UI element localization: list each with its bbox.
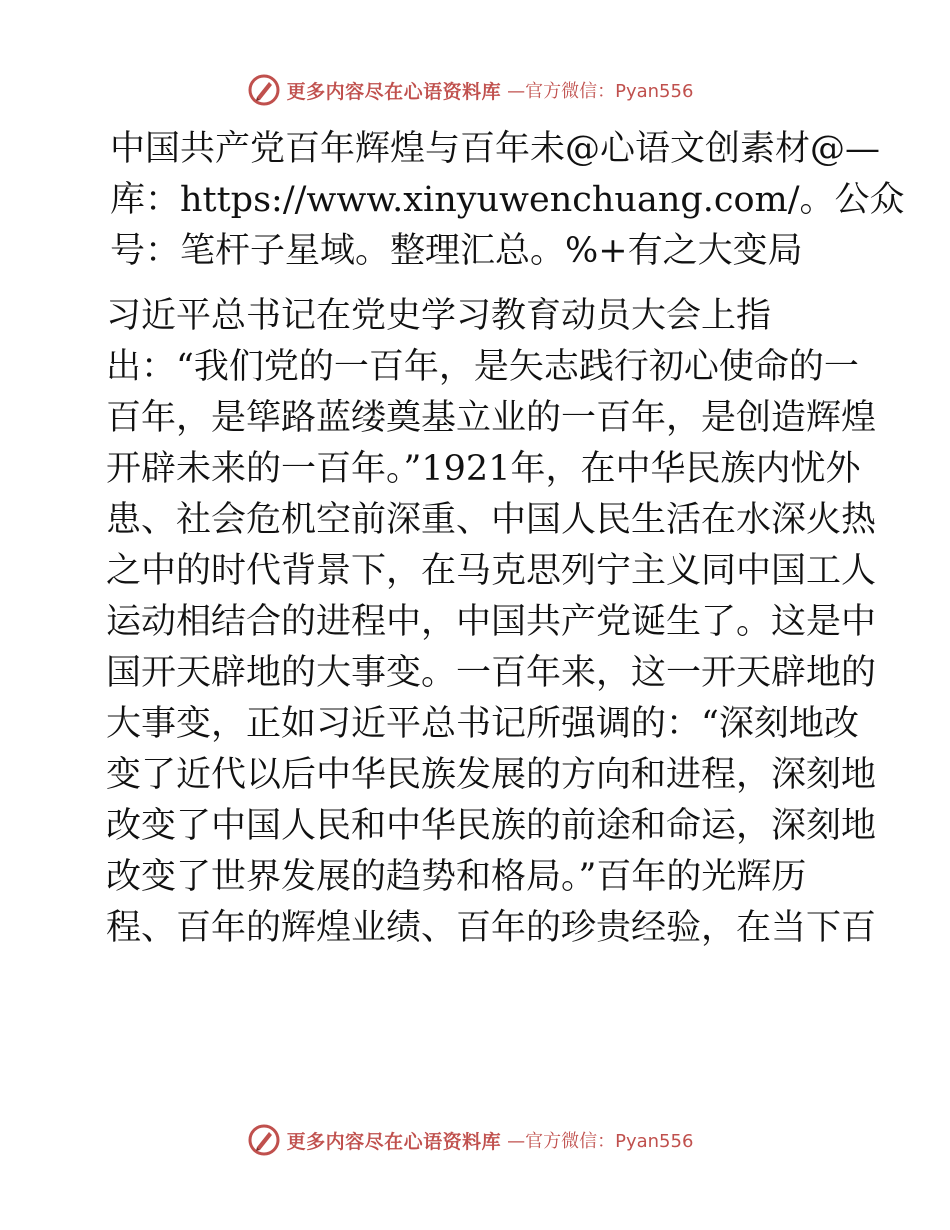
pen-logo-icon [247, 1123, 281, 1157]
banner-right-text: —官方微信：Pyan556 [507, 81, 694, 102]
document-body [100, 124, 905, 954]
body-line: 改变了中国人民和中华民族的前途和命运，深刻地 [106, 806, 877, 846]
banner-left-text: 更多内容尽在心语资料库 [286, 1130, 502, 1153]
title-line: 中国共产党百年辉煌与百年未@心语文创素材@— [110, 129, 881, 169]
banner-content [247, 73, 694, 107]
body-line: 习近平总书记在党史学习教育动员大会上指 [106, 296, 772, 336]
body-line: 开辟未来的一百年。”1921年，在中华民族内忧外 [106, 449, 861, 489]
body-line: 出：“我们党的一百年，是矢志践行初心使命的一 [106, 347, 859, 387]
banner-right-text: —官方微信：Pyan556 [507, 1131, 694, 1152]
footer-banner [0, 1120, 950, 1160]
header-banner [0, 70, 950, 110]
body-line: 之中的时代背景下，在马克思列宁主义同中国工人 [106, 551, 877, 591]
body-line: 运动相结合的进程中，中国共产党诞生了。这是中 [106, 602, 877, 642]
pen-logo-icon [247, 73, 281, 107]
body-paragraph [100, 291, 877, 954]
title-line: 号：笔杆子星域。整理汇总。%+有之大变局 [110, 231, 803, 271]
body-line: 大事变，正如习近平总书记所强调的：“深刻地改 [106, 704, 859, 744]
body-line: 程、百年的辉煌业绩、百年的珍贵经验，在当下百 [106, 908, 877, 948]
title-paragraph [100, 124, 905, 277]
title-line: 库：https://www.xinyuwenchuang.com/。公众 [110, 180, 905, 220]
body-line: 患、社会危机空前深重、中国人民生活在水深火热 [106, 500, 877, 540]
body-line: 国开天辟地的大事变。一百年来，这一开天辟地的 [106, 653, 877, 693]
body-line: 改变了世界发展的趋势和格局。”百年的光辉历 [106, 857, 807, 897]
body-line: 百年，是筚路蓝缕奠基立业的一百年，是创造辉煌 [106, 398, 877, 438]
banner-left-text: 更多内容尽在心语资料库 [286, 80, 502, 103]
body-line: 变了近代以后中华民族发展的方向和进程，深刻地 [106, 755, 877, 795]
banner-content [247, 1123, 694, 1157]
